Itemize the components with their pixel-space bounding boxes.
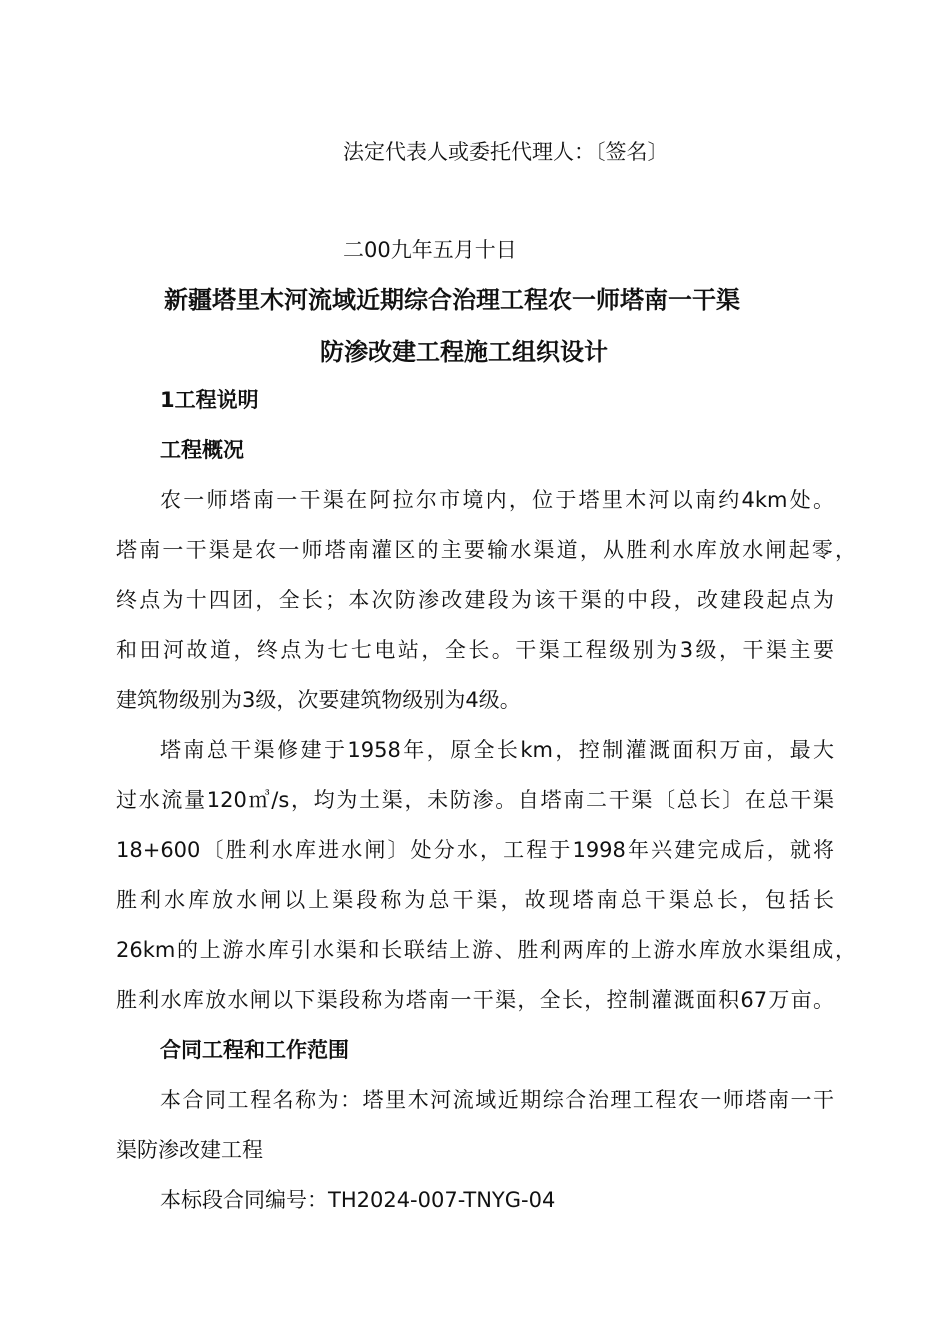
- paragraph-line: 终点为十四团，全长；本次防渗改建段为该干渠的中段，改建段起点为: [116, 588, 834, 612]
- paragraph-line: 18+600〔胜利水库进水闸〕处分水，工程于1998年兴建完成后，就将: [116, 838, 834, 862]
- document-title-line-1: 新疆塔里木河流域近期综合治理工程农一师塔南一干渠: [164, 286, 740, 314]
- section-heading: 1工程说明: [160, 388, 259, 412]
- document-title-line-2: 防渗改建工程施工组织设计: [320, 338, 608, 366]
- paragraph-line: 农一师塔南一干渠在阿拉尔市境内，位于塔里木河以南约4km处。: [160, 488, 834, 512]
- paragraph-line: 胜利水库放水闸以下渠段称为塔南一干渠，全长，控制灌溉面积67万亩。: [116, 988, 834, 1012]
- paragraph-line: 建筑物级别为3级，次要建筑物级别为4级。: [116, 688, 521, 712]
- paragraph-line: 和田河故道，终点为七七电站，全长。干渠工程级别为3级，干渠主要: [116, 638, 834, 662]
- subsection-heading-contract: 合同工程和工作范围: [160, 1038, 349, 1062]
- contract-number-line: 本标段合同编号：TH2024-007-TNYG-04: [160, 1188, 556, 1212]
- date-line: 二00九年五月十日: [343, 238, 517, 262]
- paragraph-line: 26km的上游水库引水渠和长联结上游、胜利两库的上游水库放水渠组成，: [116, 938, 856, 962]
- paragraph-line: 胜利水库放水闸以上渠段称为总干渠，故现塔南总干渠总长，包括长: [116, 888, 834, 912]
- subsection-heading-overview: 工程概况: [160, 438, 244, 462]
- paragraph-line: 本合同工程名称为：塔里木河流域近期综合治理工程农一师塔南一干: [160, 1088, 834, 1112]
- paragraph-line: 渠防渗改建工程: [116, 1138, 263, 1162]
- paragraph-line: 塔南总干渠修建于1958年，原全长km，控制灌溉面积万亩，最大: [160, 738, 834, 762]
- paragraph-line: 塔南一干渠是农一师塔南灌区的主要输水渠道，从胜利水库放水闸起零，: [116, 538, 856, 562]
- signature-line: 法定代表人或委托代理人：〔签名〕: [343, 140, 669, 164]
- paragraph-line: 过水流量120㎥/s，均为土渠，未防渗。自塔南二干渠〔总长〕在总干渠: [116, 788, 834, 812]
